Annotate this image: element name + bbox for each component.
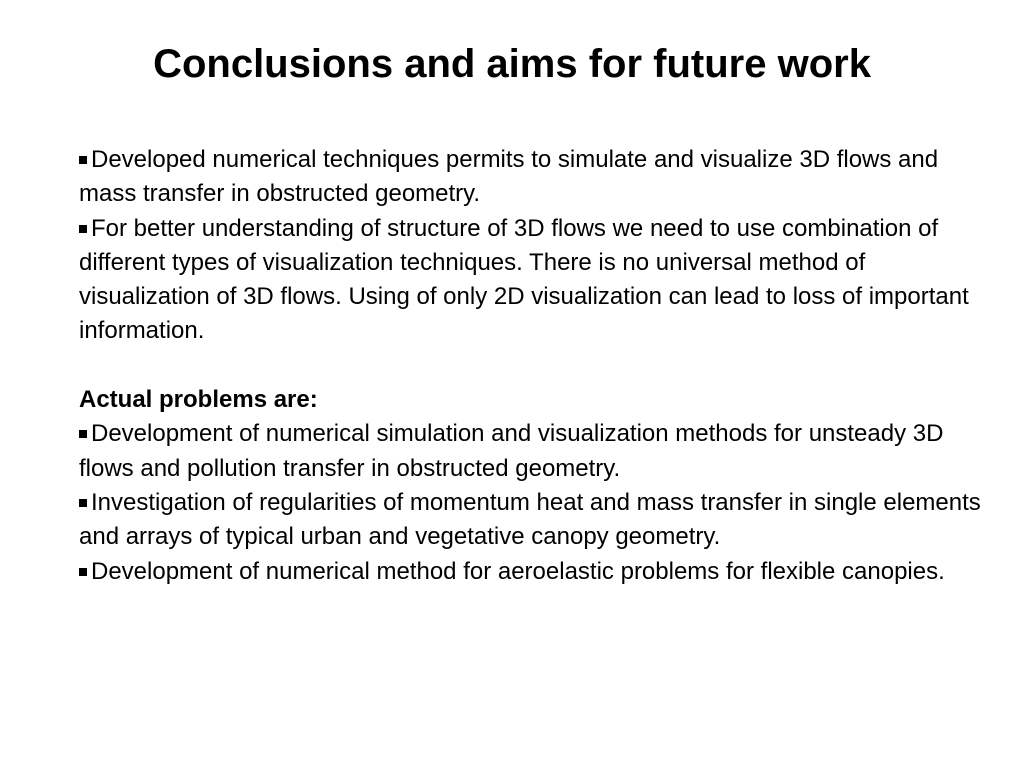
square-bullet-icon xyxy=(79,499,87,507)
square-bullet-icon xyxy=(79,568,87,576)
bullet-text: Development of numerical method for aeroelastic problems for flexible canopies. xyxy=(91,557,945,585)
problems-heading: Actual problems are: xyxy=(79,386,318,414)
bullet-text: Development of numerical simulation and visualization methods for unsteady 3D flows and pollution transfer in obstructed geometry. xyxy=(79,420,944,482)
square-bullet-icon xyxy=(79,430,87,438)
square-bullet-icon xyxy=(79,156,87,164)
bullet-item xyxy=(79,212,989,349)
spacer xyxy=(79,349,989,383)
square-bullet-icon xyxy=(79,225,87,233)
slide-body xyxy=(79,143,989,589)
bullet-item xyxy=(79,417,989,486)
bullet-text: Investigation of regularities of momentum heat and mass transfer in single elements and arrays of typical urban and vegetative canopy geometry. xyxy=(79,488,981,551)
bullet-item xyxy=(79,143,989,212)
bullet-item xyxy=(79,555,989,589)
bullet-item xyxy=(79,486,989,555)
bullet-text: Developed numerical techniques permits to simulate and visualize 3D flows and mass transfer in obstructed geometry. xyxy=(79,146,939,208)
bullet-text: For better understanding of structure of 3D flows we need to use combination of different types of visualization techniques. There is no universal method of visualization of 3D flows. Using of only 2D visualization can lead to loss of important information. xyxy=(79,214,969,345)
slide-title: Conclusions and aims for future work xyxy=(153,42,871,86)
